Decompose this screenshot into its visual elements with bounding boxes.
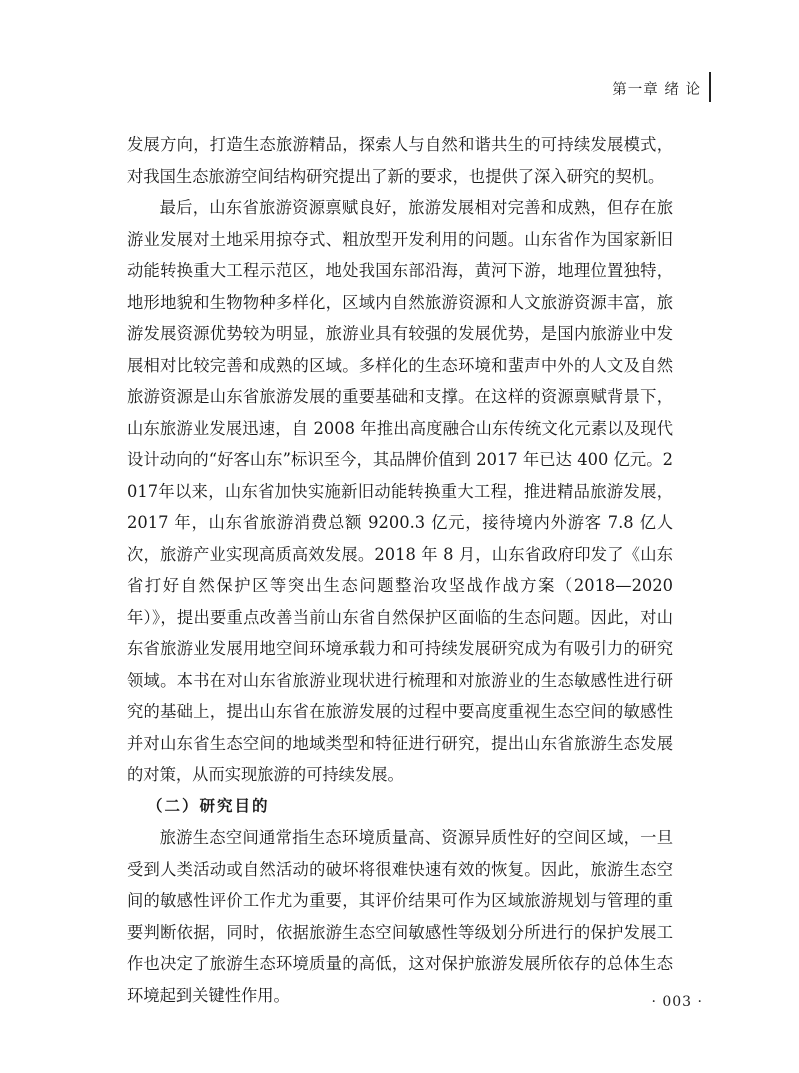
body-text — [127, 129, 673, 1011]
section-heading-research-purpose: （二）研究目的 — [147, 796, 270, 815]
header-divider-rule — [709, 72, 711, 102]
running-header-chapter-title: 第一章 绪 论 — [612, 82, 701, 98]
page-number: · 003 · — [651, 994, 703, 1010]
paragraph-continuation: 发展方向，打造生态旅游精品，探索人与自然和谐共生的可持续发展模式，对我国生态旅游空间结构研究提出了新的要求，也提供了深入研究的契机。 — [127, 135, 673, 186]
paragraph-research-purpose: 旅游生态空间通常指生态环境质量高、资源异质性好的空间区域，一旦受到人类活动或自然活动的破坏将很难快速有效的恢复。因此，旅游生态空间的敏感性评价工作尤为重要，其评价结果可作为区域旅游规划与管理的重要判断依据，同时，依据旅游生态空间敏感性等级划分所进行的保护发展工作也决定了旅游生态环境质量的高低，这对保护旅游发展所依存的总体生态环境起到关键性作用。 — [127, 828, 673, 1005]
paragraph-shandong-resources: 最后，山东省旅游资源禀赋良好，旅游发展相对完善和成熟，但存在旅游业发展对土地采用掠夺式、粗放型开发利用的问题。山东省作为国家新旧动能转换重大工程示范区，地处我国东部沿海，黄河下游，地理位置独特，地形地貌和生物物种多样化，区域内自然旅游资源和人文旅游资源丰富，旅游发展资源优势较为明显，旅游业具有较强的发展优势，是国内旅游业中发展相对比较完善和成熟的区域。多样化的生态环境和蜚声中外的人文及自然旅游资源是山东省旅游发展的重要基础和支撑。在这样的资源禀赋背景下，山东旅游业发展迅速，自 2008 年推出高度融合山东传统文化元素以及现代设计动向的“好客山东”标识至今，其品牌价值到 2017 年已达 400 亿元。2017年以来，山东省加快实施新旧动能转换重大工程，推进精品旅游发展，2017 年，山东省旅游消费总额 9200.3 亿元，接待境内外游客 7.8 亿人次，旅游产业实现高质高效发展。2018 年 8 月，山东省政府印发了《山东省打好自然保护区等突出生态问题整治攻坚战作战方案（2018—2020 年）》，提出要重点改善当前山东省自然保护区面临的生态问题。因此，对山东省旅游业发展用地空间环境承载力和可持续发展研究成为有吸引力的研究领域。本书在对山东省旅游业现状进行梳理和对旅游业的生态敏感性进行研究的基础上，提出山东省在旅游发展的过程中要高度重视生态空间的敏感性并对山东省生态空间的地域类型和特征进行研究，提出山东省旅游生态发展的对策，从而实现旅游的可持续发展。 — [127, 198, 673, 784]
